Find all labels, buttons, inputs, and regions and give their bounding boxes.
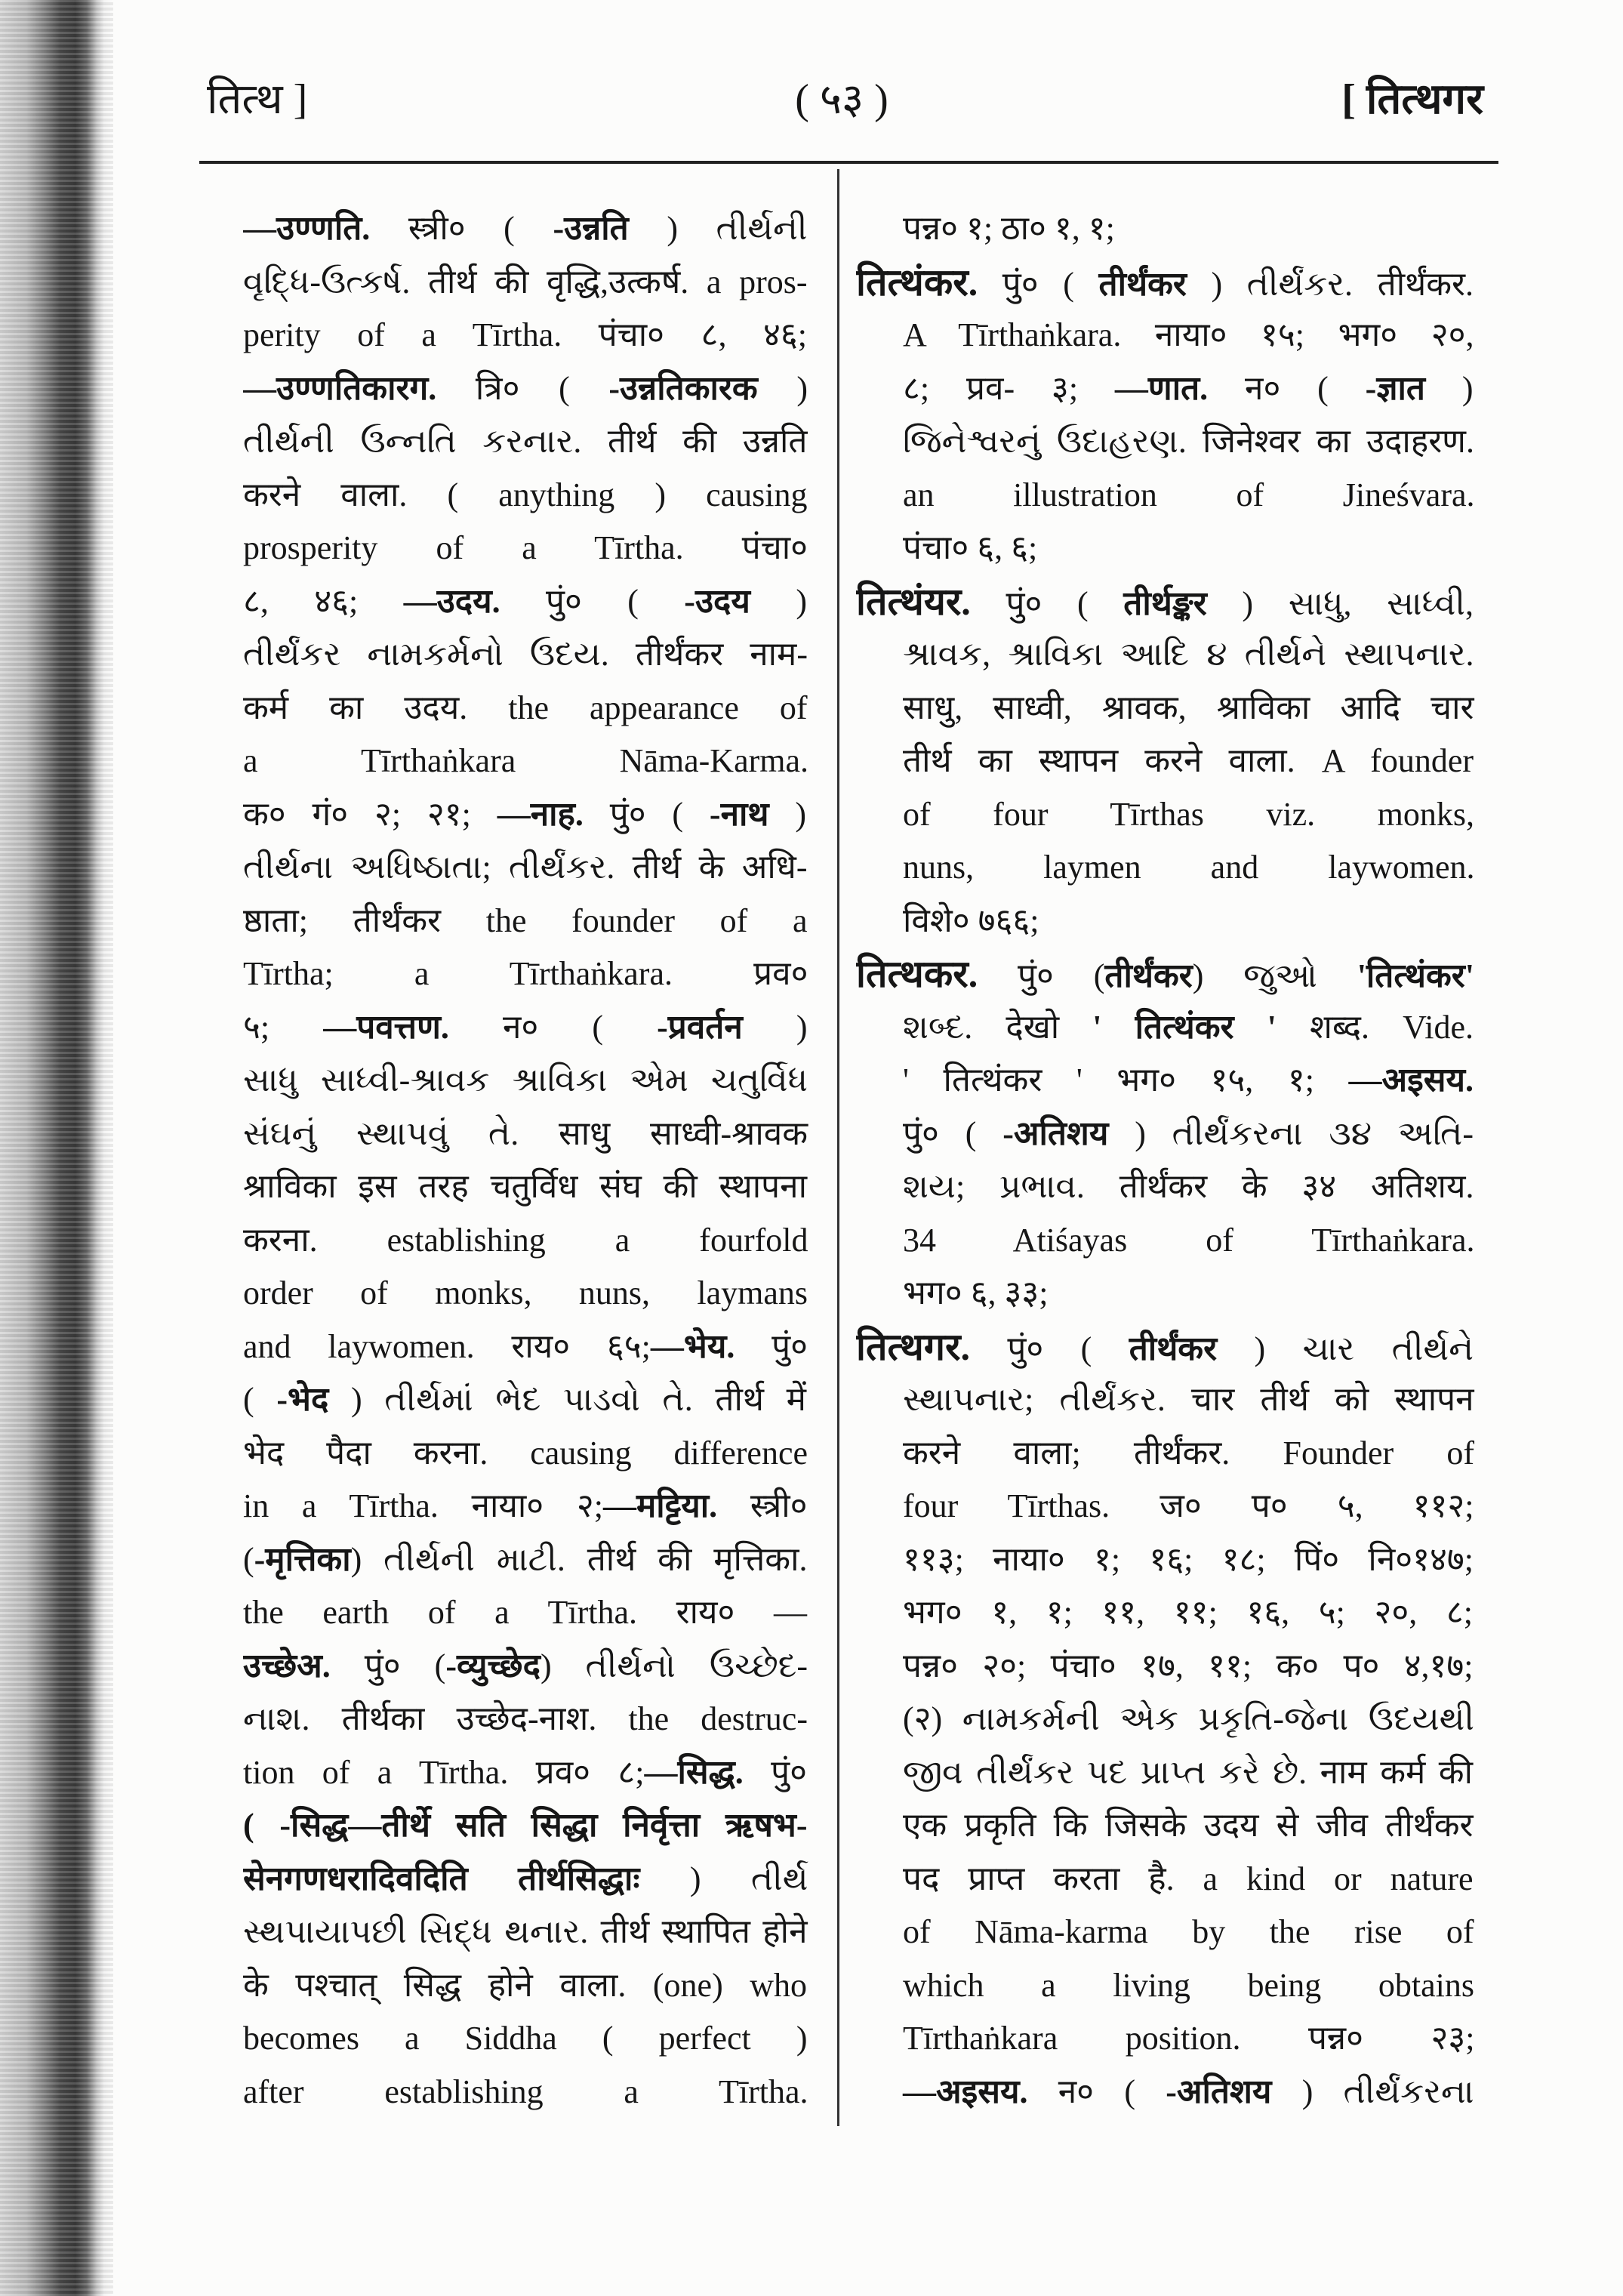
text-run: तीर्थ का स्थापन करने वाला. A founder bbox=[903, 742, 1474, 779]
text-run: साधु, साध्वी, श्रावक, श्राविका आदि चार bbox=[903, 689, 1474, 726]
text-run: a Tīrthaṅkara Nāma-Karma. bbox=[243, 742, 808, 779]
line-text bbox=[243, 522, 808, 575]
line-text bbox=[243, 469, 808, 522]
line-text bbox=[903, 1480, 1474, 1533]
line-text bbox=[243, 1799, 808, 1853]
bold-term: -उदय bbox=[684, 582, 750, 620]
line-text bbox=[243, 1693, 808, 1746]
dictionary-line bbox=[856, 1693, 1476, 1746]
dictionary-line bbox=[243, 256, 809, 310]
bold-term: -अतिशय bbox=[1002, 1114, 1109, 1152]
dictionary-line bbox=[856, 1108, 1476, 1161]
bold-term: —सिद्ध. bbox=[644, 1753, 744, 1791]
dictionary-line bbox=[856, 1321, 1476, 1374]
text-run: ) તીર્થનો ઉચ્છેદ- bbox=[540, 1647, 808, 1684]
line-text bbox=[903, 1906, 1474, 1959]
text-run: के पश्चात् सिद्ध होने वाला. (one) who bbox=[243, 1966, 807, 2004]
line-text bbox=[243, 362, 808, 416]
dictionary-line bbox=[856, 1586, 1476, 1640]
line-text bbox=[903, 1640, 1474, 1693]
dictionary-line bbox=[856, 1054, 1476, 1108]
dictionary-line bbox=[243, 2066, 809, 2119]
text-run: prosperity of a Tīrtha. पंचा० bbox=[243, 529, 808, 566]
dictionary-line bbox=[243, 1108, 809, 1161]
bold-term: -नाथ bbox=[709, 795, 769, 833]
text-run: ( bbox=[243, 1381, 277, 1418]
text-run: તીર્થના અધિષ્ઠાતા; તીર્થંકર. तीर्थ के अधि- bbox=[243, 849, 808, 886]
line-text bbox=[903, 1693, 1474, 1746]
dictionary-line bbox=[856, 202, 1476, 256]
text-run: ष्ठाता; तीर्थंकर the founder of a bbox=[243, 901, 808, 939]
text-run: શય; પ્રભાવ. तीर्थंकर के ३४ अतिशय. bbox=[903, 1168, 1474, 1205]
line-text bbox=[243, 1746, 807, 1800]
text-run: સાધુ સાધ્વી-શ્રાવક શ્રાવિકા એમ ચતુર્વિધ bbox=[243, 1062, 808, 1099]
bold-term: ( -सिद्ध—तीर्थे सति सिद्धा निर्वृत्ता ऋषभ- bbox=[243, 1807, 808, 1844]
line-text bbox=[856, 1321, 1474, 1374]
bold-term: —पवत्तण. bbox=[323, 1008, 449, 1046]
text-run: पन्न० २०; पंचा० १७, ११; क० प० ४,१७; bbox=[903, 1647, 1474, 1684]
line-text bbox=[903, 202, 1115, 256]
bold-term: —उदय. bbox=[403, 582, 500, 620]
text-run: करने वाला. ( anything ) causing bbox=[243, 476, 808, 513]
dictionary-line bbox=[243, 469, 809, 522]
text-run: ) જુઓ bbox=[1192, 957, 1357, 994]
text-run: વૃદ્ધિ-ઉત્કર્ષ. तीर्थ की वृद्धि,उत्कर्ष. a pros- bbox=[243, 263, 808, 300]
text-run: पुं० bbox=[743, 1753, 807, 1791]
line-text bbox=[903, 1214, 1475, 1268]
dictionary-line bbox=[243, 1054, 809, 1108]
line-text bbox=[856, 256, 1474, 310]
left-column bbox=[243, 202, 809, 2119]
line-text bbox=[243, 735, 808, 788]
text-run: order of monks, nuns, laymans bbox=[243, 1274, 808, 1311]
dictionary-line bbox=[243, 1427, 809, 1481]
line-text bbox=[243, 415, 808, 469]
dictionary-line bbox=[243, 1267, 809, 1321]
text-run: पुं० ( bbox=[903, 1114, 1003, 1152]
bold-term: -मृत्तिका bbox=[254, 1540, 351, 1578]
text-run: ) bbox=[750, 582, 807, 620]
dictionary-line bbox=[856, 362, 1476, 416]
bold-term: —अइसय. bbox=[1348, 1062, 1474, 1099]
dictionary-line bbox=[243, 415, 809, 469]
line-text bbox=[903, 2012, 1475, 2066]
line-text bbox=[903, 1267, 1048, 1321]
dictionary-line bbox=[243, 841, 809, 895]
text-run: न० ( bbox=[1027, 2073, 1166, 2110]
bold-term: —भेय. bbox=[650, 1327, 735, 1365]
dictionary-line bbox=[856, 682, 1476, 735]
text-run: સ્થપાયાપછી સિદ્ધ થનાર. तीर्थ स्थापित होने bbox=[243, 1913, 808, 1950]
text-run: एक प्रकृति कि जिसके उदय से जीव तीर्थंकर bbox=[903, 1807, 1474, 1844]
line-text bbox=[856, 575, 1474, 629]
text-run: and laywomen. राय० ६५; bbox=[243, 1327, 651, 1365]
dictionary-line bbox=[856, 841, 1476, 895]
bold-term: —उण्णतिकारग. bbox=[243, 369, 437, 407]
dictionary-line bbox=[243, 895, 809, 948]
line-text bbox=[243, 256, 808, 310]
text-run: पुं० ( bbox=[978, 957, 1105, 994]
line-text bbox=[243, 1373, 806, 1427]
text-run: સ્થાપનાર; તીર્થંકર. चार तीर्थ को स्थापन bbox=[903, 1381, 1474, 1418]
text-run: ) સાધુ, સાધ્વી, bbox=[1206, 584, 1474, 622]
dictionary-line bbox=[243, 362, 809, 416]
text-run: भग० ६, ३३; bbox=[903, 1274, 1049, 1311]
bold-term: उच्छेअ. bbox=[243, 1647, 331, 1684]
right-column bbox=[856, 202, 1476, 2119]
text-run: न० ( bbox=[1208, 369, 1366, 407]
text-run: which a living being obtains bbox=[903, 1966, 1474, 2004]
text-run: श्राविका इस तरह चतुर्विध संघ की स्थापना bbox=[243, 1168, 807, 1205]
dictionary-line bbox=[243, 1533, 809, 1587]
text-run: ११३; नाया० १; १६; १८; पिं० नि०१४७; bbox=[903, 1540, 1474, 1578]
dictionary-line bbox=[856, 1160, 1476, 1214]
line-text bbox=[903, 1160, 1474, 1214]
line-text bbox=[903, 1427, 1474, 1481]
line-text bbox=[243, 2012, 808, 2066]
line-text bbox=[243, 1267, 808, 1321]
line-text bbox=[243, 628, 808, 682]
line-text bbox=[903, 1533, 1474, 1587]
dictionary-line bbox=[243, 202, 809, 256]
text-run: ) bbox=[757, 369, 808, 407]
text-run: ) ચાર તીર્થને bbox=[1217, 1330, 1474, 1367]
dictionary-line bbox=[243, 1160, 809, 1214]
text-run: શ્રાવક, શ્રાવિકા આદિ ૪ તીર્થને સ્થાપનાર. bbox=[903, 636, 1474, 673]
text-run: त्रि० ( bbox=[436, 369, 609, 407]
bold-term: -प्रवर्तन bbox=[657, 1008, 743, 1046]
text-run: ८, ४६; bbox=[243, 582, 404, 620]
text-run: पद प्राप्त करता है. a kind or nature bbox=[903, 1860, 1474, 1897]
text-run: તીર્થની ઉન્નતિ કરનાર. तीर्थ की उन्नति bbox=[243, 423, 808, 460]
dictionary-line bbox=[856, 1427, 1476, 1481]
dictionary-line bbox=[243, 1480, 809, 1533]
line-text bbox=[903, 362, 1474, 416]
bold-term: —णात. bbox=[1114, 369, 1209, 407]
text-run: पुं० ( bbox=[969, 1330, 1129, 1367]
dictionary-line bbox=[856, 309, 1476, 362]
bold-term: -अतिशय bbox=[1166, 2073, 1272, 2110]
text-run: ( bbox=[243, 1540, 254, 1578]
text-run: સંઘનું સ્થાપવું તે. साधु साध्वी-श्रावक bbox=[243, 1114, 808, 1152]
dictionary-line bbox=[243, 1746, 809, 1800]
text-run: of four Tīrthas viz. monks, bbox=[903, 795, 1474, 833]
headword: तित्थंयर. bbox=[856, 580, 971, 623]
dictionary-line bbox=[856, 1906, 1476, 1959]
text-run: Tīrtha; a Tīrthaṅkara. प्रव० bbox=[243, 955, 808, 992]
line-text bbox=[903, 682, 1474, 735]
dictionary-line bbox=[856, 2066, 1476, 2119]
text-run: perity of a Tīrtha. पंचा० ८, ४६; bbox=[243, 316, 807, 353]
line-text bbox=[243, 1906, 808, 1959]
text-run: જિનેશ્વરનું ઉદાહરણ. जिनेश्वर का उदाहरण. bbox=[903, 423, 1474, 460]
line-text bbox=[243, 1160, 807, 1214]
line-text bbox=[903, 1853, 1474, 1906]
dictionary-line bbox=[856, 415, 1476, 469]
line-text bbox=[903, 469, 1475, 522]
text-run: शब्द. Vide. bbox=[1276, 1008, 1474, 1046]
dictionary-line bbox=[856, 575, 1476, 629]
text-run: નાશ. तीर्थका उच्छेद-नाश. the destruc- bbox=[243, 1700, 808, 1737]
dictionary-line bbox=[243, 735, 809, 788]
dictionary-line bbox=[856, 1799, 1476, 1853]
line-text bbox=[903, 309, 1474, 362]
dictionary-line bbox=[243, 1959, 809, 2013]
bold-term: तीर्थंकर bbox=[1129, 1330, 1218, 1367]
text-run: पुं० ( bbox=[330, 1647, 446, 1684]
page-number: ( ५३ ) bbox=[795, 76, 888, 123]
text-run: पुं० ( bbox=[970, 584, 1124, 622]
line-text bbox=[903, 788, 1474, 842]
text-run: पंचा० ६, ६; bbox=[903, 529, 1038, 566]
line-text bbox=[243, 682, 808, 735]
dictionary-line bbox=[856, 1480, 1476, 1533]
dictionary-line bbox=[856, 1001, 1476, 1055]
line-text bbox=[903, 1108, 1474, 1161]
dictionary-line bbox=[856, 1746, 1476, 1800]
dictionary-line bbox=[856, 1373, 1476, 1427]
text-run: पुं० ( bbox=[978, 265, 1099, 303]
text-run: 34 Atiśayas of Tīrthaṅkara. bbox=[903, 1221, 1475, 1259]
bold-term: —उण्णति. bbox=[243, 210, 371, 247]
text-run: स्त्री० bbox=[717, 1487, 808, 1524]
dictionary-line bbox=[856, 469, 1476, 522]
line-text bbox=[243, 1108, 808, 1161]
dictionary-line bbox=[856, 895, 1476, 948]
column-divider bbox=[837, 169, 839, 2126]
dictionary-line bbox=[856, 1267, 1476, 1321]
line-text bbox=[903, 1001, 1474, 1055]
text-run: पुं० ( bbox=[583, 795, 710, 833]
headword: तित्थगर. bbox=[856, 1325, 970, 1368]
bold-term: -भेद bbox=[276, 1381, 329, 1418]
dictionary-line bbox=[856, 1640, 1476, 1693]
headword: तित्थंकर. bbox=[856, 260, 978, 304]
dictionary-line bbox=[856, 522, 1476, 575]
dictionary-line bbox=[856, 1853, 1476, 1906]
text-run: ) તીર્થ bbox=[639, 1860, 808, 1897]
text-run: पुं० ( bbox=[500, 582, 685, 620]
line-text bbox=[243, 1214, 808, 1268]
line-text bbox=[243, 309, 807, 362]
line-text bbox=[903, 895, 1039, 948]
text-run: ) તીર્થની bbox=[628, 210, 808, 247]
line-text bbox=[243, 2066, 808, 2119]
line-text bbox=[903, 2066, 1474, 2119]
text-run: nuns, laymen and laywomen. bbox=[903, 849, 1475, 886]
dictionary-line bbox=[243, 788, 809, 842]
text-run: क० गं० २; २१; bbox=[243, 795, 497, 833]
text-run: તીર્થંકર નામકર્મનો ઉદય. तीर्थंकर नाम- bbox=[243, 636, 808, 673]
text-run: कर्म का उदय. the appearance of bbox=[243, 689, 808, 726]
line-text bbox=[903, 1373, 1474, 1427]
text-run: पन्न० १; ठा० १, १; bbox=[903, 210, 1115, 247]
text-run: શબ્દ. देखो bbox=[903, 1008, 1093, 1046]
text-run: पुं० bbox=[735, 1327, 808, 1365]
text-run: ) bbox=[768, 795, 806, 833]
dictionary-line bbox=[856, 1214, 1476, 1268]
dictionary-line bbox=[243, 1799, 809, 1853]
bold-term: -व्युच्छेद bbox=[445, 1647, 540, 1684]
bold-term: —मट्टिया. bbox=[602, 1487, 718, 1524]
line-text bbox=[243, 1853, 808, 1906]
text-run: of Nāma-karma by the rise of bbox=[903, 1913, 1474, 1950]
dictionary-line bbox=[856, 2012, 1476, 2066]
text-run: ' तित्थंकर ' भग० १५, १; bbox=[903, 1062, 1349, 1099]
running-head-right: [ तित्थगर bbox=[1341, 76, 1483, 123]
dictionary-line bbox=[856, 256, 1476, 310]
bold-term: ' तित्थंकर ' bbox=[1092, 1008, 1277, 1046]
text-run: in a Tīrtha. नाया० २; bbox=[243, 1487, 603, 1524]
bold-term: सेनगणधरादिवदिति तीर्थसिद्धाः bbox=[243, 1860, 640, 1897]
text-run: Tīrthaṅkara position. पन्न० २३; bbox=[903, 2020, 1475, 2057]
text-run: ) તીર્થંકરના ૩૪ અતિ- bbox=[1108, 1114, 1474, 1152]
dictionary-line bbox=[243, 1214, 809, 1268]
text-run: ) તીર્થની માટી. तीर्थ की मृत्तिका. bbox=[350, 1540, 808, 1578]
running-head-left: तित्थ ] bbox=[207, 76, 308, 123]
bold-term: -उन्नति bbox=[553, 210, 629, 247]
dictionary-line bbox=[856, 948, 1476, 1001]
text-run: ) તીર્થમાં ભેદ પાડવો તે. तीर्थ में bbox=[328, 1381, 806, 1418]
line-text bbox=[856, 948, 1474, 1001]
text-run: स्त्री० ( bbox=[370, 210, 553, 247]
bold-term: —अइसय. bbox=[903, 2073, 1028, 2110]
line-text bbox=[243, 202, 807, 256]
line-text bbox=[903, 1746, 1473, 1800]
line-text bbox=[243, 1959, 807, 2013]
text-run: tion of a Tīrtha. प्रव० ८; bbox=[243, 1753, 645, 1791]
bold-term: —नाह. bbox=[497, 795, 584, 833]
page-gutter-shadow bbox=[0, 0, 113, 2296]
bold-term: तीर्थङ्कर bbox=[1123, 584, 1207, 622]
line-text bbox=[903, 415, 1474, 469]
dictionary-line bbox=[243, 1001, 809, 1055]
line-text bbox=[243, 948, 808, 1001]
bold-term: 'तित्थंकर' bbox=[1357, 957, 1474, 994]
dictionary-line bbox=[856, 735, 1476, 788]
line-text bbox=[903, 1799, 1474, 1853]
line-text bbox=[903, 1054, 1474, 1108]
line-text bbox=[243, 1533, 808, 1587]
text-run: करना. establishing a fourfold bbox=[243, 1221, 808, 1259]
line-text bbox=[243, 1640, 808, 1693]
dictionary-line bbox=[243, 628, 809, 682]
line-text bbox=[243, 1480, 808, 1533]
dictionary-line bbox=[243, 522, 809, 575]
line-text bbox=[243, 895, 808, 948]
dictionary-line bbox=[243, 2012, 809, 2066]
text-run: न० ( bbox=[448, 1008, 658, 1046]
text-run: જીવ તીર્થંકર પદ પ્રાપ્ત કરે છે. नाम कर्म की bbox=[903, 1753, 1473, 1791]
dictionary-line bbox=[856, 628, 1476, 682]
bold-term: तीर्थंकर bbox=[1098, 265, 1187, 303]
line-text bbox=[243, 1054, 808, 1108]
headword: तित्थकर. bbox=[856, 953, 978, 995]
line-text bbox=[243, 1586, 807, 1640]
line-text bbox=[903, 1586, 1473, 1640]
dictionary-line bbox=[243, 1693, 809, 1746]
line-text bbox=[243, 841, 808, 895]
dictionary-line bbox=[856, 1533, 1476, 1587]
dictionary-line bbox=[856, 1959, 1476, 2013]
text-run: विशे० ७६६; bbox=[903, 901, 1039, 939]
dictionary-line bbox=[243, 1906, 809, 1959]
bold-term: -ज्ञात bbox=[1365, 369, 1426, 407]
text-run: ) તીર્થંકરના bbox=[1271, 2073, 1474, 2110]
text-run: four Tīrthas. ज० प० ५, ११२; bbox=[903, 1487, 1474, 1524]
bold-term: तीर्थंकर bbox=[1104, 957, 1193, 994]
text-run: ) bbox=[1425, 369, 1474, 407]
line-text bbox=[903, 1959, 1474, 2013]
text-run: ८; प्रव- ३; bbox=[903, 369, 1115, 407]
line-text bbox=[903, 522, 1037, 575]
line-text bbox=[243, 1321, 808, 1374]
dictionary-line bbox=[243, 1373, 809, 1427]
text-run: भेद पैदा करना. causing difference bbox=[243, 1434, 808, 1472]
line-text bbox=[243, 1001, 808, 1055]
bold-term: -उन्नतिकारक bbox=[608, 369, 758, 407]
line-text bbox=[243, 575, 807, 629]
dictionary-line bbox=[243, 1853, 809, 1906]
text-run: ) bbox=[742, 1008, 808, 1046]
dictionary-line bbox=[243, 309, 809, 362]
line-text bbox=[903, 735, 1474, 788]
text-run: ) તીર્થંકર. तीर्थंकर. bbox=[1186, 265, 1474, 303]
text-run: भग० १, १; ११, ११; १६, ५; २०, ८; bbox=[903, 1594, 1473, 1631]
dictionary-line bbox=[243, 1321, 809, 1374]
dictionary-line bbox=[243, 948, 809, 1001]
text-run: becomes a Siddha ( perfect ) bbox=[243, 2020, 808, 2057]
dictionary-line bbox=[856, 788, 1476, 842]
text-run: (२) નામકર્મની એક પ્રકૃતિ-જેના ઉદયથી bbox=[903, 1700, 1474, 1737]
dictionary-line bbox=[243, 1640, 809, 1693]
line-text bbox=[903, 841, 1475, 895]
header-rule bbox=[199, 161, 1498, 164]
dictionary-line bbox=[243, 682, 809, 735]
text-run: the earth of a Tīrtha. राय० — bbox=[243, 1594, 807, 1631]
line-text bbox=[243, 788, 806, 842]
dictionary-line bbox=[243, 1586, 809, 1640]
text-run: करने वाला; तीर्थंकर. Founder of bbox=[903, 1434, 1474, 1472]
text-run: after establishing a Tīrtha. bbox=[243, 2073, 808, 2110]
dictionary-line bbox=[243, 575, 809, 629]
line-text bbox=[243, 1427, 808, 1481]
text-run: an illustration of Jineśvara. bbox=[903, 476, 1475, 513]
line-text bbox=[903, 628, 1474, 682]
text-run: ५; bbox=[243, 1008, 324, 1046]
text-run: A Tīrthaṅkara. नाया० १५; भग० २०, bbox=[903, 316, 1474, 353]
